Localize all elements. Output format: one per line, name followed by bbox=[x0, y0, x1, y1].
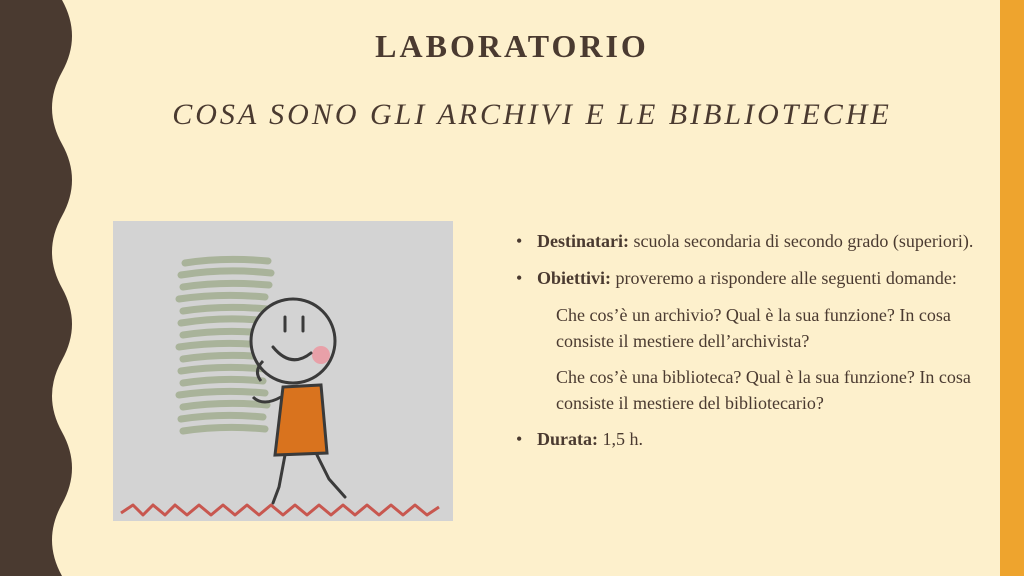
bullet-label: Durata: bbox=[537, 429, 598, 449]
slide-body bbox=[516, 228, 976, 463]
bullet-glyph: • bbox=[516, 231, 523, 251]
slide-subtitle: COSA SONO GLI ARCHIVI E LE BIBLIOTECHE bbox=[172, 98, 892, 131]
left-decorative-wave-band bbox=[0, 0, 80, 576]
bullet-item-durata bbox=[516, 426, 976, 452]
bullet-glyph: • bbox=[516, 268, 523, 288]
bullet-text: scuola secondaria di secondo grado (superiori). bbox=[628, 231, 974, 251]
bullet-label: Destinatari: bbox=[537, 231, 629, 251]
bullet-label: Obiettivi: bbox=[537, 268, 611, 288]
right-accent-band bbox=[1000, 0, 1024, 576]
bullet-glyph: • bbox=[516, 429, 523, 449]
book-stack-person-illustration bbox=[113, 221, 453, 521]
bullet-text: 1,5 h. bbox=[598, 429, 643, 449]
question-biblioteca: Che cos’è una biblioteca? Qual è la sua funzione? In cosa consiste il mestiere del bibliotecario? bbox=[556, 367, 971, 413]
question-archivio: Che cos’è un archivio? Qual è la sua funzione? In cosa consiste il mestiere dell’archivista? bbox=[556, 305, 951, 351]
bullet-item-obiettivi bbox=[516, 265, 976, 291]
slide-title: LABORATORIO bbox=[375, 28, 649, 64]
bullet-item-destinatari bbox=[516, 228, 976, 254]
bullet-text: proveremo a rispondere alle seguenti domande: bbox=[611, 268, 957, 288]
